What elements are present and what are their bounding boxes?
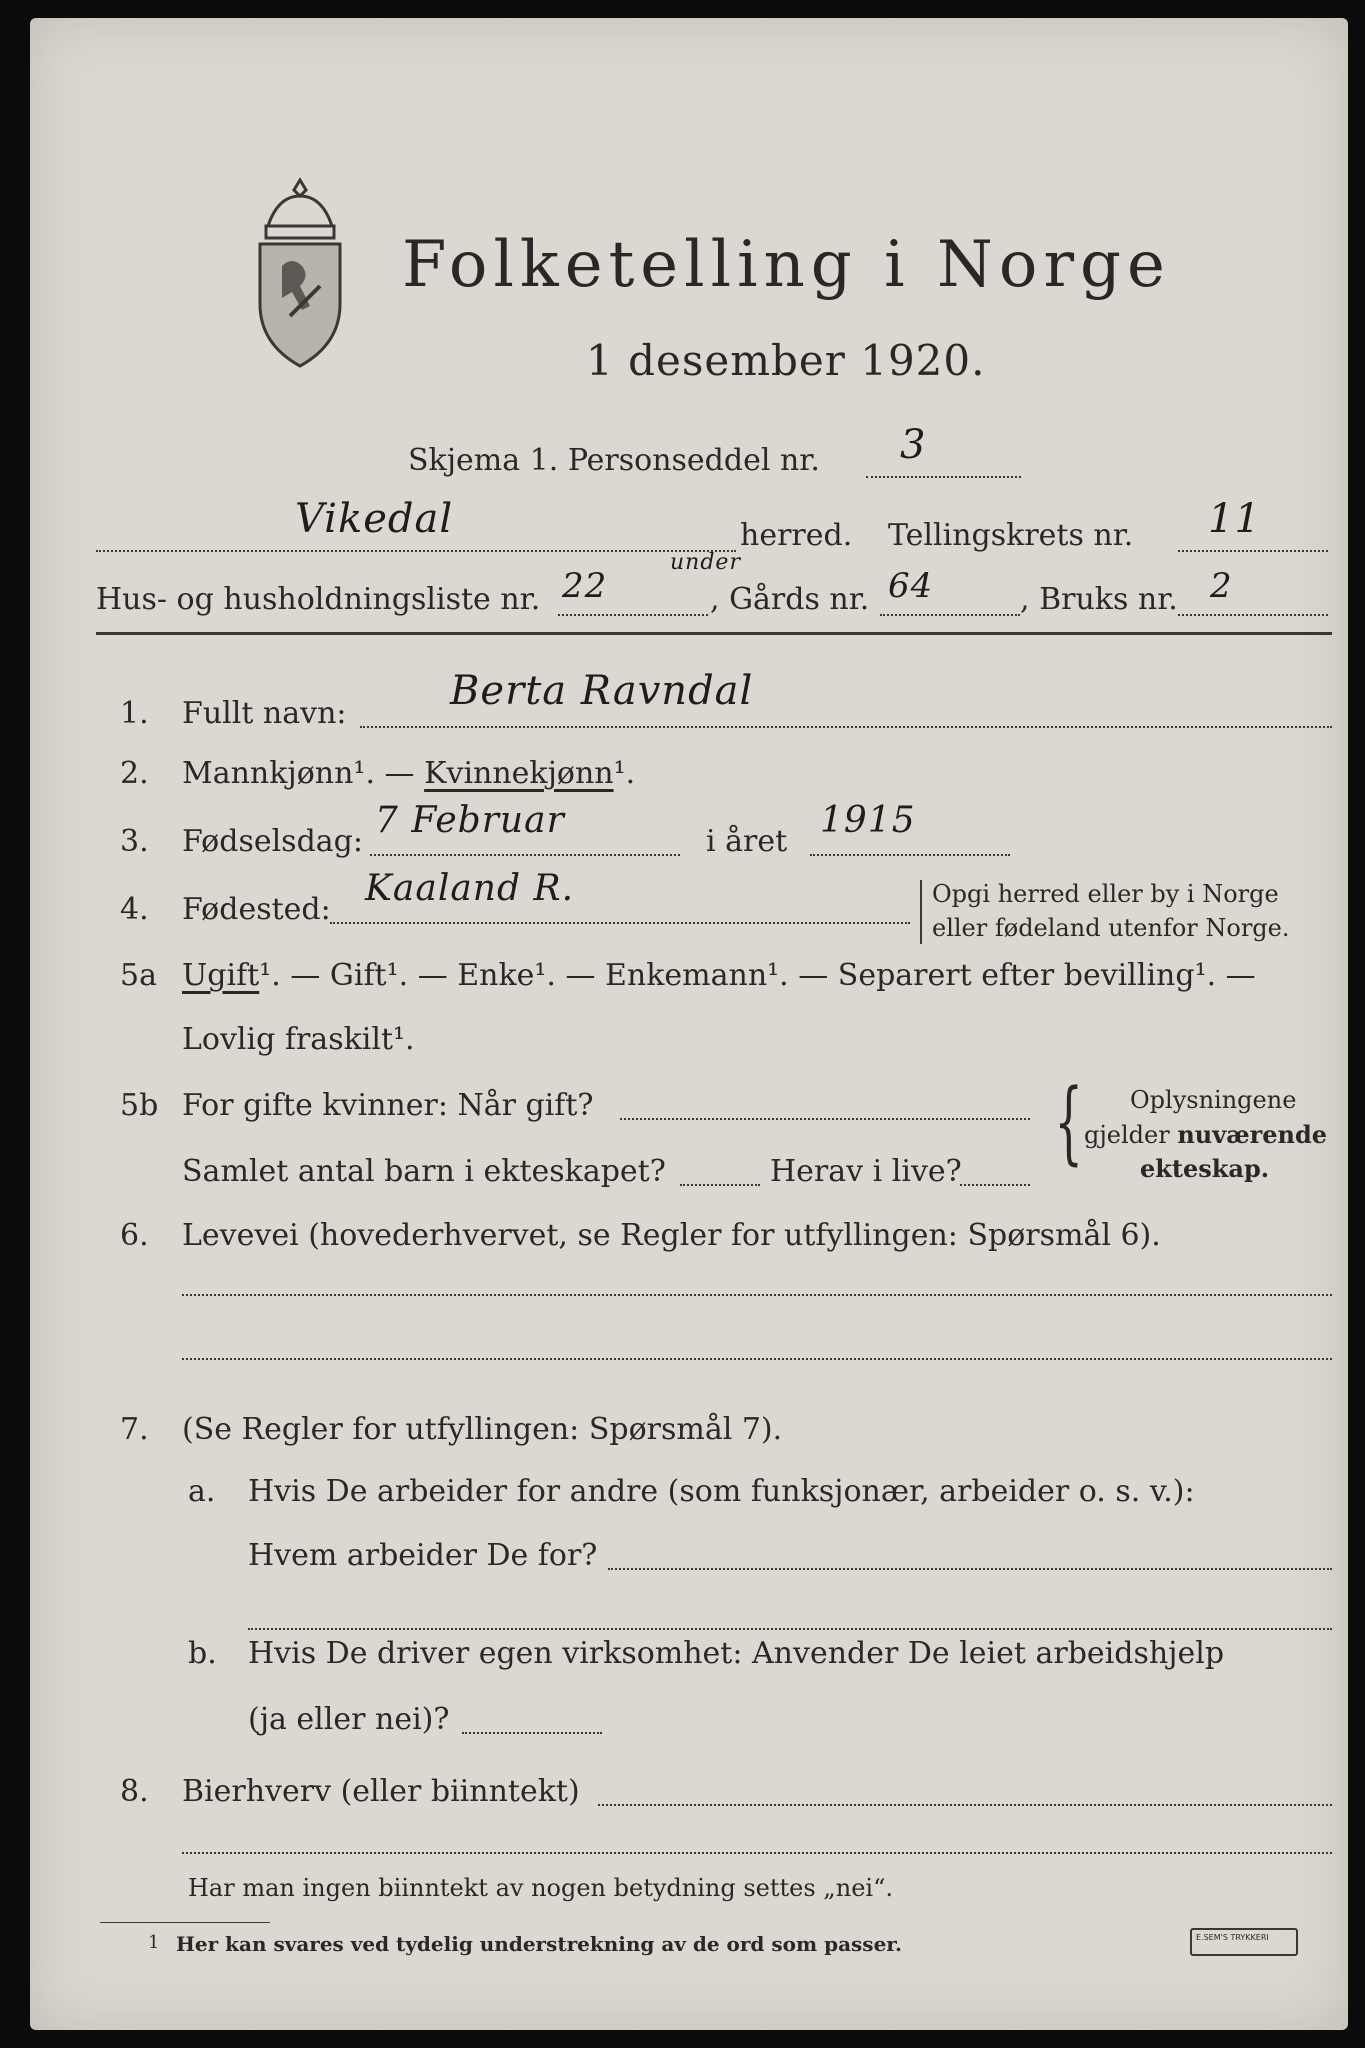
herred-label: herred. (740, 518, 853, 553)
gards-value: 64 (888, 566, 934, 606)
q7a-line-1 (608, 1568, 1332, 1570)
q5b-antal-barn-label: Samlet antal barn i ekteskapet? (182, 1154, 666, 1189)
header-divider (96, 632, 1332, 635)
q5b-antal-barn-line (680, 1184, 760, 1186)
q5a-number: 5a (120, 958, 157, 993)
bruks-line (1178, 614, 1328, 616)
q5b-note-gjelder: gjelder (1084, 1121, 1178, 1149)
q2-number: 2. (120, 756, 149, 791)
q3-number: 3. (120, 824, 149, 859)
q1-full-name-value: Berta Ravndal (450, 668, 754, 714)
q3-birthday-value: 7 Februar (375, 800, 565, 841)
q8-note: Har man ingen biinntekt av nogen betydning settes „nei“. (188, 1874, 893, 1902)
q3-year-value: 1915 (820, 800, 916, 841)
q6-line-1 (182, 1294, 1332, 1296)
footnote-text: Her kan svares ved tydelig understrekning av de ord som passer. (176, 1932, 902, 1956)
printer-stamp (1190, 1928, 1298, 1956)
footnote-marker: 1 (148, 1932, 160, 1953)
q8-label: Bierhverv (eller biinntekt) (182, 1774, 580, 1809)
husholdningsliste-label: Hus- og husholdningsliste nr. (96, 582, 541, 617)
q7b-ja-nei-label: (ja eller nei)? (248, 1702, 450, 1737)
q5b-herav-i-live-line (960, 1184, 1030, 1186)
personseddel-line (866, 476, 1021, 478)
norwegian-coat-of-arms-icon (250, 176, 350, 372)
skjema-label: Skjema 1. Personseddel nr. (408, 443, 820, 478)
q8-line-2 (182, 1852, 1332, 1854)
printer-stamp-text: E.SEM'S TRYKKERI (1196, 1933, 1269, 1942)
herred-line (96, 550, 736, 552)
q5b-note-naverende: nuværende (1177, 1120, 1328, 1149)
q7a-hvem-label: Hvem arbeider De for? (248, 1538, 598, 1573)
q1-line (360, 726, 1332, 728)
q4-birthplace-value: Kaaland R. (365, 868, 575, 909)
gards-line (880, 614, 1020, 616)
q4-line (330, 922, 910, 924)
q7b-line (462, 1732, 602, 1734)
q6-number: 6. (120, 1218, 149, 1253)
q4-label: Fødested: (182, 892, 331, 927)
q3-label: Fødselsdag: (182, 824, 363, 859)
q3-year-label: i året (706, 824, 788, 859)
husholdningsliste-line (558, 614, 708, 616)
q3-line (370, 854, 680, 856)
q6-line-2 (182, 1358, 1332, 1360)
gards-label: , Gårds nr. (710, 582, 870, 617)
tellingskrets-line (1178, 550, 1328, 552)
q5a-ugift: Ugift (182, 958, 260, 993)
q5b-herav-i-live-label: Herav i live? (770, 1154, 962, 1189)
form-title: Folketelling i Norge (402, 228, 1171, 302)
q7b-label: Hvis De driver egen virksomhet: Anvender De leiet arbeidshjelp (248, 1636, 1225, 1671)
q5a-marital-options (182, 958, 1256, 993)
q7a-line-2 (248, 1628, 1332, 1630)
q5b-brace: { (1054, 1070, 1083, 1175)
q3-year-line (810, 854, 1010, 856)
q5b-nar-gift-line (620, 1118, 1030, 1120)
q5a-other-options: ¹. — Gift¹. — Enke¹. — Enkemann¹. — Separert efter bevilling¹. — (259, 958, 1256, 993)
q2-gender-options (182, 756, 635, 791)
herred-value: Vikedal (295, 496, 454, 542)
q5b-note-line-2 (1084, 1120, 1327, 1149)
q2-kvinnekjonn: Kvinnekjønn (424, 756, 614, 791)
q4-note-line-2: eller fødeland utenfor Norge. (932, 914, 1290, 942)
q4-bracket (920, 880, 922, 944)
tellingskrets-label: Tellingskrets nr. (888, 518, 1134, 553)
q4-number: 4. (120, 892, 149, 927)
q7-number: 7. (120, 1412, 149, 1447)
q4-note-line-1: Opgi herred eller by i Norge (932, 880, 1279, 908)
q5b-note-line-1: Oplysningene (1130, 1086, 1297, 1114)
q7a-letter: a. (188, 1474, 216, 1509)
q1-label: Fullt navn: (182, 696, 347, 731)
q5b-note-line-3: ekteskap. (1140, 1154, 1270, 1183)
q5a-lovlig-fraskilt: Lovlig fraskilt¹. (182, 1022, 415, 1057)
personseddel-number: 3 (900, 422, 927, 468)
q7a-label: Hvis De arbeider for andre (som funksjonær, arbeider o. s. v.): (248, 1474, 1195, 1509)
q8-line-1 (598, 1804, 1332, 1806)
bruks-value: 2 (1210, 566, 1233, 606)
census-date: 1 desember 1920. (586, 336, 986, 385)
q8-number: 8. (120, 1774, 149, 1809)
q5b-nar-gift-label: For gifte kvinner: Når gift? (182, 1088, 594, 1123)
q7b-letter: b. (188, 1636, 217, 1671)
census-form-page (30, 18, 1348, 2030)
q1-number: 1. (120, 696, 149, 731)
footnote-rule (100, 1922, 270, 1923)
husholdningsliste-value: 22 (562, 566, 608, 606)
q7-label: (Se Regler for utfyllingen: Spørsmål 7). (182, 1412, 783, 1447)
bruks-label: , Bruks nr. (1020, 582, 1178, 617)
tellingskrets-value: 11 (1208, 496, 1261, 542)
husholdningsliste-note: under (670, 550, 741, 575)
q2-footnote-mark: ¹. (613, 756, 636, 791)
q5b-number: 5b (120, 1088, 159, 1123)
q2-mannkjonn: Mannkjønn¹. — (182, 756, 425, 791)
q6-label: Levevei (hovederhvervet, se Regler for utfyllingen: Spørsmål 6). (182, 1218, 1161, 1253)
